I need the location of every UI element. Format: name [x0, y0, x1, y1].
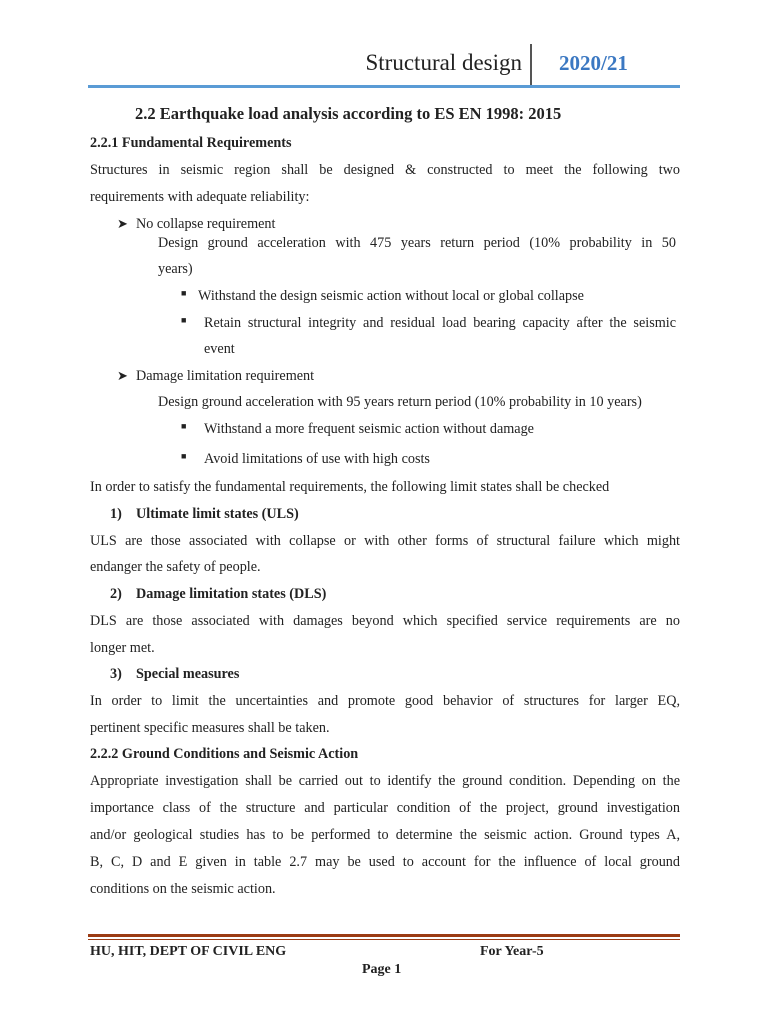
item-dls-line-2: longer met. [90, 640, 155, 656]
footer-department: HU, HIT, DEPT OF CIVIL ENG [90, 944, 287, 959]
arrow-bullet-icon: ➤ [117, 368, 128, 383]
header-divider [530, 44, 532, 86]
footer-rule-thin [88, 939, 680, 940]
limit-states-intro: In order to satisfy the fundamental requirements, the following limit states shall be checked [90, 479, 610, 495]
header-title: Structural design [365, 50, 522, 75]
square-bullet-icon: ■ [181, 451, 187, 461]
square-bullet-icon: ■ [181, 421, 187, 431]
item-special-measures-line-2: pertinent specific measures shall be taken. [90, 720, 330, 736]
square-bullet-icon: ■ [181, 315, 187, 325]
page-number: Page 1 [362, 962, 402, 977]
no-collapse-bullet-2-line-2: event [204, 341, 235, 357]
arrow-bullet-icon: ➤ [117, 216, 128, 231]
requirement-no-collapse-desc-1: Design ground acceleration with 475 years return period (10% probability in 50 [158, 235, 676, 251]
footer-year: For Year-5 [480, 944, 544, 959]
intro-line-1: Structures in seismic region shall be designed & constructed to meet the following two [90, 162, 680, 178]
item-uls-line-1: ULS are those associated with collapse or with other forms of structural failure which might [90, 533, 680, 549]
ground-paragraph-line-1: Appropriate investigation shall be carried out to identify the ground condition. Depending on the [90, 773, 680, 789]
subsection-heading-ground-conditions: 2.2.2 Ground Conditions and Seismic Action [90, 746, 359, 762]
header-rule [88, 85, 680, 88]
item-uls-line-2: endanger the safety of people. [90, 559, 261, 575]
item-uls-title: Ultimate limit states (ULS) [136, 506, 299, 522]
ground-paragraph-line-4: B, C, D and E given in table 2.7 may be used to account for the influence of local ground [90, 854, 680, 870]
list-number-3: 3) [110, 666, 122, 682]
footer-rule [88, 934, 680, 937]
damage-limitation-bullet-2: Avoid limitations of use with high costs [204, 451, 430, 467]
no-collapse-bullet-2-line-1: Retain structural integrity and residual load bearing capacity after the seismic [204, 315, 676, 331]
item-special-measures-title: Special measures [136, 666, 240, 682]
header-year: 2020/21 [559, 51, 628, 75]
item-dls-line-1: DLS are those associated with damages beyond which specified service requirements are no [90, 613, 680, 629]
no-collapse-bullet-1: Withstand the design seismic action without local or global collapse [198, 288, 584, 304]
requirement-no-collapse-desc-2: years) [158, 261, 193, 277]
ground-paragraph-line-2: importance class of the structure and particular condition of the project, ground investigation [90, 800, 680, 816]
requirement-no-collapse-title: No collapse requirement [136, 216, 276, 232]
list-number-1: 1) [110, 506, 122, 522]
item-dls-title: Damage limitation states (DLS) [136, 586, 327, 602]
section-title: 2.2 Earthquake load analysis according to ES EN 1998: 2015 [135, 104, 562, 123]
ground-paragraph-line-5: conditions on the seismic action. [90, 881, 276, 897]
intro-line-2: requirements with adequate reliability: [90, 189, 310, 205]
damage-limitation-bullet-1: Withstand a more frequent seismic action without damage [204, 421, 534, 437]
square-bullet-icon: ■ [181, 288, 187, 298]
requirement-damage-limitation-title: Damage limitation requirement [136, 368, 315, 384]
item-special-measures-line-1: In order to limit the uncertainties and promote good behavior of structures for larger EQ, [90, 693, 680, 709]
list-number-2: 2) [110, 586, 122, 602]
requirement-damage-limitation-desc: Design ground acceleration with 95 years return period (10% probability in 10 years) [158, 394, 642, 410]
ground-paragraph-line-3: and/or geological studies has to be performed to determine the seismic action. Ground types A, [90, 827, 680, 843]
subsection-heading-fundamental: 2.2.1 Fundamental Requirements [90, 135, 292, 151]
